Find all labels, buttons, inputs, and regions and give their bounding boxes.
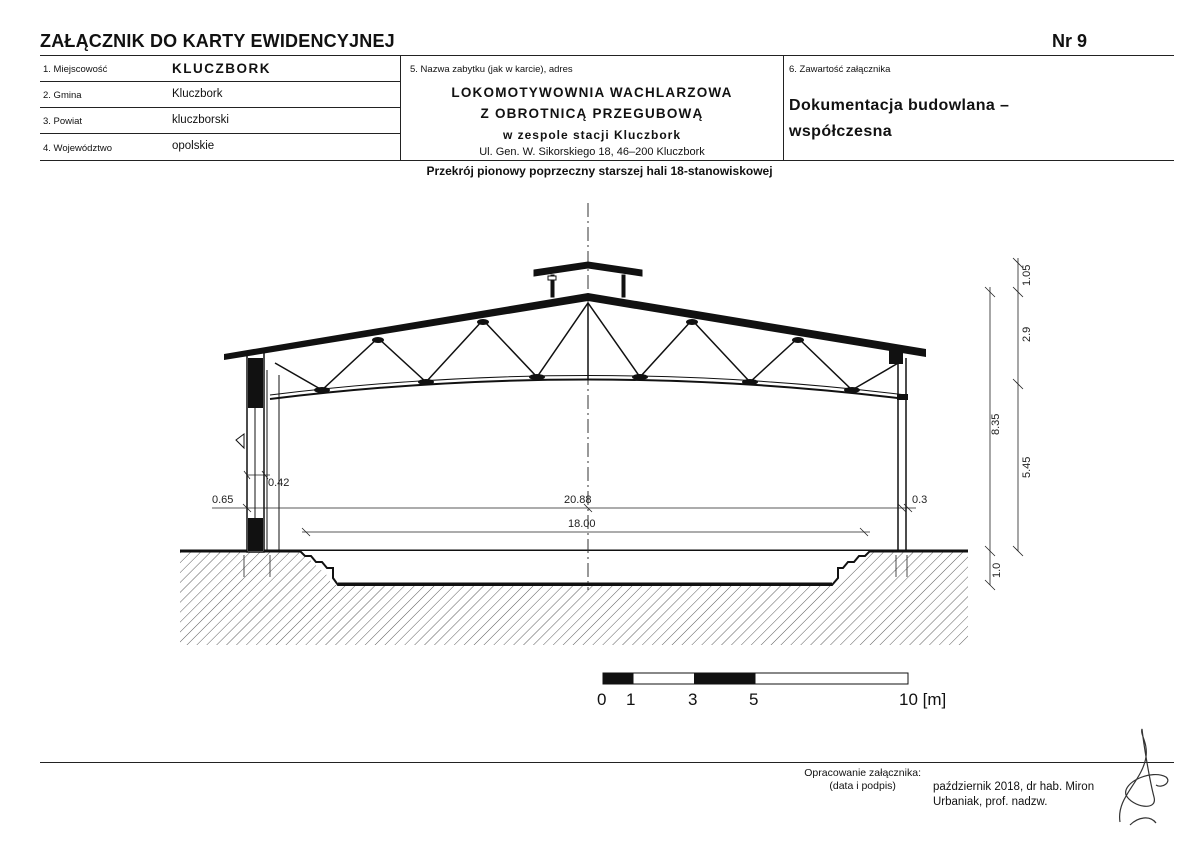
content-value-line2: współczesna [789, 123, 893, 140]
roof-slab [224, 293, 926, 360]
attachment-number: Nr 9 [1051, 31, 1087, 51]
left-wall-fill-top [248, 358, 263, 408]
field-value-voivodeship: opolskie [172, 140, 215, 152]
turntable-pit [300, 551, 870, 585]
scale-label-1: 1 [626, 690, 636, 709]
object-name-line1: LOKOMOTYWOWNIA WACHLARZOWA [451, 85, 733, 100]
dim-height-eave: 5.45 [1021, 456, 1033, 478]
object-subtitle: w zespole stacji Kluczbork [502, 128, 682, 142]
object-name-line2: Z OBROTNICĄ PRZEGUBOWĄ [480, 106, 704, 121]
footer-value [933, 780, 1094, 810]
dim-height-roof: 2.9 [1021, 326, 1033, 342]
scale-bar [597, 673, 946, 709]
signature [1112, 727, 1172, 832]
dim-wall-inner: 0.42 [268, 477, 290, 489]
content-value-line1: Dokumentacja budowlana – [789, 97, 1010, 114]
scale-label-10: 10 [m] [899, 690, 947, 709]
object-address: Ul. Gen. W. Sikorskiego 18, 46–200 Kluczbork [479, 146, 705, 158]
dim-height-lantern: 1.05 [1021, 264, 1033, 286]
drawing-title: Przekrój pionowy poprzeczny starszej hali 18-stanowiskowej [426, 164, 773, 178]
document-title: ZAŁĄCZNIK DO KARTY EWIDENCYJNEJ [40, 31, 395, 51]
dim-height-plinth: 1.0 [991, 562, 1003, 578]
dim-wall-right: 0.3 [912, 494, 928, 506]
footer-label-line2: (data i podpis) [829, 780, 896, 792]
footer-value-line1: październik 2018, dr hab. Miron [933, 781, 1095, 793]
field-value-county: kluczborski [172, 114, 229, 126]
dim-span-inner: 18.00 [568, 518, 596, 530]
dim-height-total: 8.35 [990, 413, 1002, 435]
scale-label-3: 3 [688, 690, 698, 709]
footer-value-line2: Urbaniak, prof. nadzw. [933, 796, 1048, 808]
footer-label-line1: Opracowanie załącznika: [804, 767, 921, 779]
field-value-locality: KLUCZBORK [172, 61, 271, 76]
field-value-commune: Kluczbork [172, 88, 223, 100]
scale-label-0: 0 [597, 690, 607, 709]
field-label-locality: 1. Miejscowość [43, 64, 108, 75]
object-label: 5. Nazwa zabytku (jak w karcie), adres [410, 64, 573, 75]
content-label: 6. Zawartość załącznika [789, 64, 891, 75]
dim-wall-left: 0.65 [212, 494, 234, 506]
scale-label-5: 5 [749, 690, 759, 709]
field-label-county: 3. Powiat [43, 116, 83, 127]
truss-diagonals [275, 303, 900, 390]
field-label-commune: 2. Gmina [43, 90, 82, 101]
footer-rule [40, 762, 1174, 763]
left-wall-fill-bottom [248, 518, 263, 551]
field-label-voivodeship: 4. Województwo [43, 143, 112, 154]
dim-span-total: 20.88 [564, 494, 592, 506]
footer-label [804, 767, 921, 793]
